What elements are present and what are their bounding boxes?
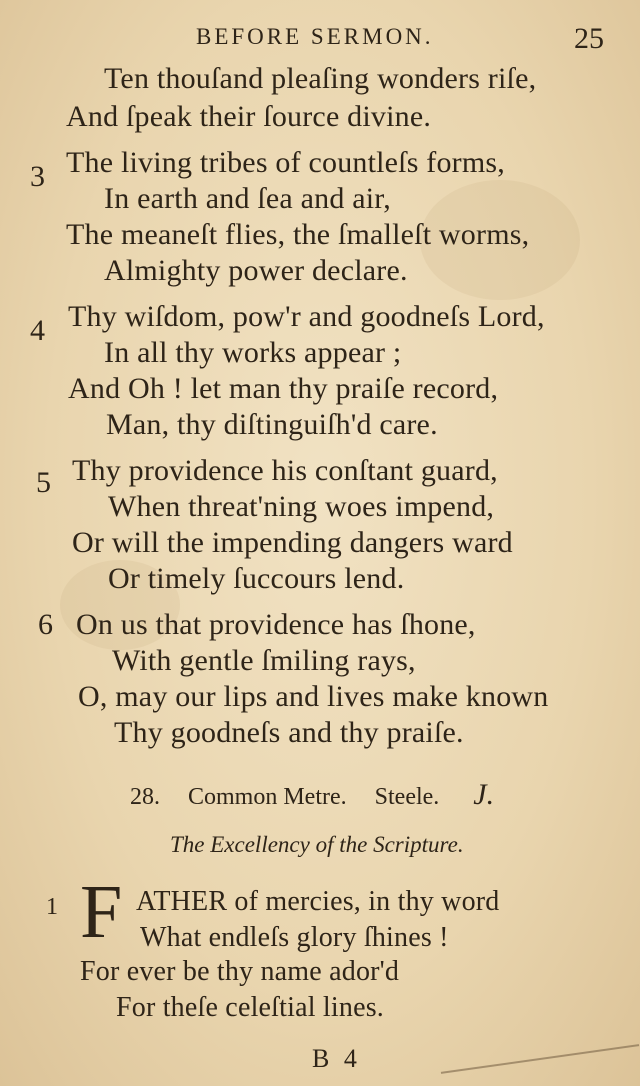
verse-number: 1: [46, 894, 58, 920]
verse-line: The meaneſt flies, the ſmalleſt worms,: [66, 218, 530, 251]
verse-number: 5: [36, 466, 51, 499]
verse-number: 3: [30, 160, 45, 193]
running-head: BEFORE SERMON.: [196, 24, 434, 49]
verse-line: Or will the impending dangers ward: [72, 526, 513, 559]
verse-line: With gentle ſmiling rays,: [112, 644, 416, 677]
verse-number: 6: [38, 608, 53, 641]
verse-line: When threat'ning woes impend,: [108, 490, 495, 523]
hymn-author: Steele.: [374, 784, 440, 810]
verse-line: Thy providence his conſtant guard,: [72, 454, 498, 487]
drop-cap: F: [80, 870, 123, 954]
verse-line: For theſe celeſtial lines.: [116, 992, 385, 1023]
verse-line: Thy goodneſs and thy praiſe.: [114, 716, 464, 749]
verse-line: For ever be thy name ador'd: [80, 956, 400, 987]
hymn-subtitle: The Excellency of the Scripture.: [170, 832, 464, 857]
hymn-number: 28.: [130, 784, 160, 810]
verse-line: The living tribes of countleſs forms,: [66, 146, 505, 179]
page-edge-line: [441, 1044, 639, 1074]
verse-line: In earth and ſea and air,: [104, 182, 391, 215]
verse-line: Almighty power declare.: [104, 254, 408, 287]
page-number: 25: [574, 22, 604, 55]
continued-line: Ten thouſand pleaſing wonders riſe,: [104, 62, 537, 95]
verse-number: 4: [30, 314, 45, 347]
continued-line: And ſpeak their ſource divine.: [66, 100, 432, 133]
verse-line: ATHER of mercies, in thy word: [136, 886, 500, 917]
verse-line: In all thy works appear ;: [104, 336, 402, 369]
verse-line: Man, thy diſtinguiſh'd care.: [106, 408, 438, 441]
verse-line: And Oh ! let man thy praiſe record,: [68, 372, 499, 405]
verse-line: O, may our lips and lives make known: [78, 680, 549, 713]
verse-line: Or timely ſuccours lend.: [108, 562, 405, 595]
verse-line: On us that providence has ſhone,: [76, 608, 476, 641]
hymn-header: [130, 778, 516, 812]
signature-mark: B 4: [312, 1044, 361, 1073]
hymn-mark: J.: [473, 778, 495, 811]
verse-line: Thy wiſdom, pow'r and goodneſs Lord,: [68, 300, 545, 333]
hymn-metre: Common Metre.: [188, 784, 347, 810]
verse-line: What endleſs glory ſhines !: [140, 922, 449, 953]
